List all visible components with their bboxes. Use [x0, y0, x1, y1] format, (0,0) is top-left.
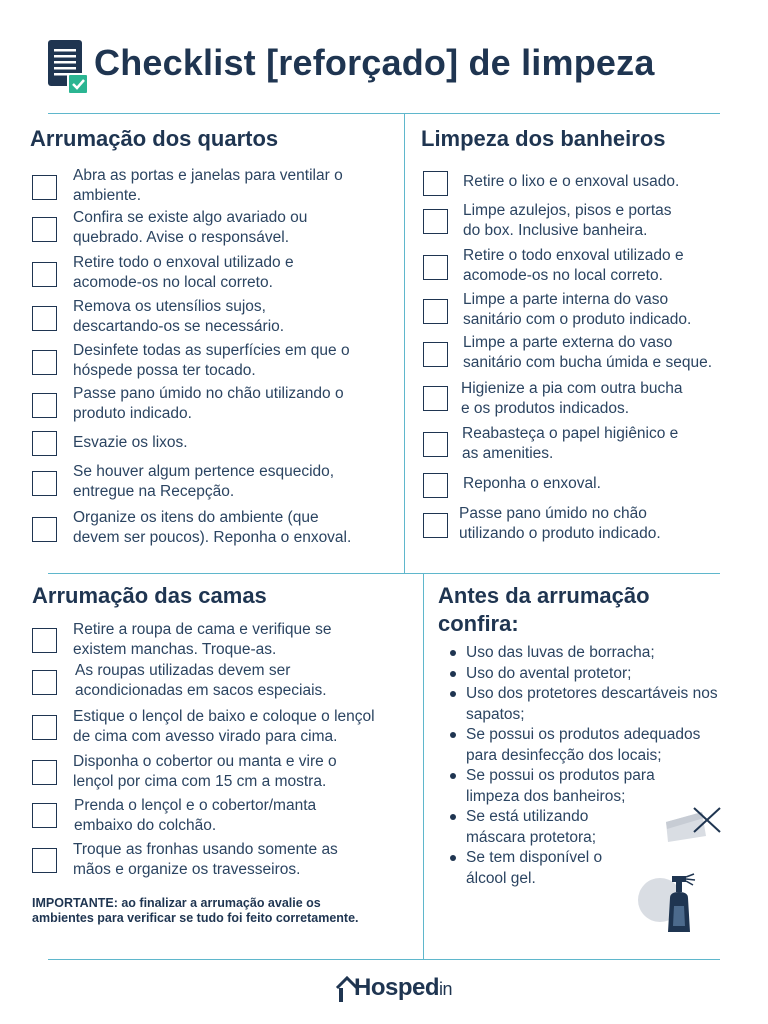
- item-text-line2: sanitário com o produto indicado.: [463, 311, 692, 328]
- checkbox[interactable]: [423, 513, 448, 538]
- item-text-line2: entregue na Recepção.: [73, 483, 235, 500]
- checkbox[interactable]: [32, 760, 57, 785]
- item-text-line1: Desinfete todas as superfícies em que o: [73, 342, 350, 359]
- checkbox[interactable]: [32, 175, 57, 200]
- item-text-line1: Reabasteça o papel higiênico e: [462, 425, 679, 442]
- item-text-line2: produto indicado.: [73, 405, 192, 422]
- item-text-line2: e os produtos indicados.: [461, 400, 630, 417]
- bullet-item: Se está utilizando máscara protetora;: [448, 807, 641, 848]
- header: [46, 38, 736, 98]
- item-text-line2: embaixo do colchão.: [74, 817, 217, 834]
- checkbox[interactable]: [423, 342, 448, 367]
- item-text-line2: utilizando o produto indicado.: [459, 525, 661, 542]
- checkbox[interactable]: [32, 471, 57, 496]
- item-text-line2: existem manchas. Troque-as.: [73, 641, 277, 658]
- item-text-line1: Confira se existe algo avariado ou: [73, 209, 308, 226]
- section-title-antes-line2: confira:: [438, 611, 519, 636]
- spray-bottle-icon: [636, 870, 702, 936]
- item-text-line1: Passe pano úmido no chão utilizando o: [73, 385, 344, 402]
- bullet-item: Se tem disponível o álcool gel.: [448, 848, 641, 889]
- checkbox[interactable]: [423, 386, 448, 411]
- checkbox[interactable]: [32, 628, 57, 653]
- item-text-line2: do box. Inclusive banheira.: [463, 222, 648, 239]
- item-text-line2: hóspede possa ter tocado.: [73, 362, 256, 379]
- checkbox[interactable]: [32, 848, 57, 873]
- item-text-line1: Prenda o lençol e o cobertor/manta: [74, 797, 317, 814]
- bullet-item: Uso dos protetores descartáveis nos sapatos;: [448, 684, 726, 725]
- checkbox[interactable]: [32, 350, 57, 375]
- checkbox[interactable]: [32, 306, 57, 331]
- section-title-antes-line1: Antes da arrumação: [438, 583, 650, 608]
- lower-vertical-divider: [423, 573, 424, 959]
- checkbox[interactable]: [32, 262, 57, 287]
- item-text-line2: ambiente.: [73, 187, 142, 204]
- item-text-line1: Abra as portas e janelas para ventilar o: [73, 167, 343, 184]
- item-text-line2: as amenities.: [462, 445, 554, 462]
- item-text-line1: Disponha o cobertor ou manta e vire o: [73, 753, 337, 770]
- item-text-line1: Limpe a parte interna do vaso: [463, 291, 669, 308]
- item-text-line2: acondicionadas em sacos especiais.: [75, 682, 327, 699]
- section-title-banheiros: Limpeza dos banheiros: [421, 126, 666, 151]
- checkbox[interactable]: [32, 670, 57, 695]
- item-text-line2: sanitário com bucha úmida e seque.: [463, 354, 713, 371]
- middle-divider: [48, 573, 720, 574]
- logo-text: Hospedin: [354, 974, 453, 1001]
- bullet-item: Uso do avental protetor;: [448, 664, 718, 685]
- checklist-bullets: [448, 643, 718, 889]
- item-text-line1: As roupas utilizadas devem ser: [75, 662, 291, 679]
- item-text-line1: Limpe a parte externa do vaso: [463, 334, 673, 351]
- item-text-line1: Passe pano úmido no chão: [459, 505, 647, 522]
- item-text-line1: Higienize a pia com outra bucha: [461, 380, 683, 397]
- item-text-line1: Retire a roupa de cama e verifique se: [73, 621, 332, 638]
- bullet-item: Uso das luvas de borracha;: [448, 643, 718, 664]
- item-text-line1: Troque as fronhas usando somente as: [73, 841, 338, 858]
- item-text-line2: descartando-os se necessário.: [73, 318, 285, 335]
- item-text-line1: Se houver algum pertence esquecido,: [73, 463, 335, 480]
- bottom-divider: [48, 959, 720, 960]
- item-text-line2: quebrado. Avise o responsável.: [73, 229, 290, 246]
- item-text-line2: lençol por cima com 15 cm a mostra.: [73, 773, 327, 790]
- bullet-item: Se possui os produtos para limpeza dos banheiros;: [448, 766, 656, 807]
- item-text-line2: acomode-os no local correto.: [73, 274, 273, 291]
- important-note: IMPORTANTE: ao finalizar a arrumação avalie os ambientes para verificar se tudo foi feito corretamente.: [32, 896, 359, 925]
- item-text-line1: Reponha o enxoval.: [463, 475, 601, 492]
- clipboard-check-icon: [46, 38, 92, 96]
- checkbox[interactable]: [423, 299, 448, 324]
- section-title-antes: [438, 582, 650, 638]
- section-title-quartos: Arrumação dos quartos: [30, 126, 279, 151]
- item-text-line1: Esvazie os lixos.: [73, 434, 188, 451]
- checkbox[interactable]: [32, 803, 57, 828]
- checkbox[interactable]: [423, 255, 448, 280]
- item-text-line1: Retire o todo enxoval utilizado e: [463, 247, 684, 264]
- checkbox[interactable]: [32, 517, 57, 542]
- item-text-line1: Estique o lençol de baixo e coloque o lençol: [73, 708, 375, 725]
- item-text-line1: Remova os utensílios sujos,: [73, 298, 266, 315]
- checkbox[interactable]: [32, 217, 57, 242]
- page-title: Checklist [reforçado] de limpeza: [94, 42, 655, 83]
- item-text-line2: mãos e organize os travesseiros.: [73, 861, 301, 878]
- item-text-line2: de cima com avesso virado para cima.: [73, 728, 338, 745]
- top-divider: [48, 113, 720, 114]
- checkbox[interactable]: [423, 171, 448, 196]
- checkbox[interactable]: [32, 715, 57, 740]
- section-title-camas: Arrumação das camas: [32, 583, 267, 608]
- checkbox[interactable]: [423, 432, 448, 457]
- item-text-line1: Retire todo o enxoval utilizado e: [73, 254, 294, 271]
- checkbox[interactable]: [423, 209, 448, 234]
- checkbox[interactable]: [32, 393, 57, 418]
- bullet-item: Se possui os produtos adequados para desinfecção dos locais;: [448, 725, 714, 766]
- checkbox[interactable]: [32, 431, 57, 456]
- checkbox[interactable]: [423, 473, 448, 498]
- item-text-line1: Organize os itens do ambiente (que: [73, 509, 319, 526]
- sponge-icon: [664, 802, 724, 844]
- item-text-line1: Limpe azulejos, pisos e portas: [463, 202, 672, 219]
- item-text-line1: Retire o lixo e o enxoval usado.: [463, 173, 680, 190]
- hospedin-logo: [334, 972, 453, 1008]
- item-text-line2: acomode-os no local correto.: [463, 267, 663, 284]
- item-text-line2: devem ser poucos). Reponha o enxoval.: [73, 529, 352, 546]
